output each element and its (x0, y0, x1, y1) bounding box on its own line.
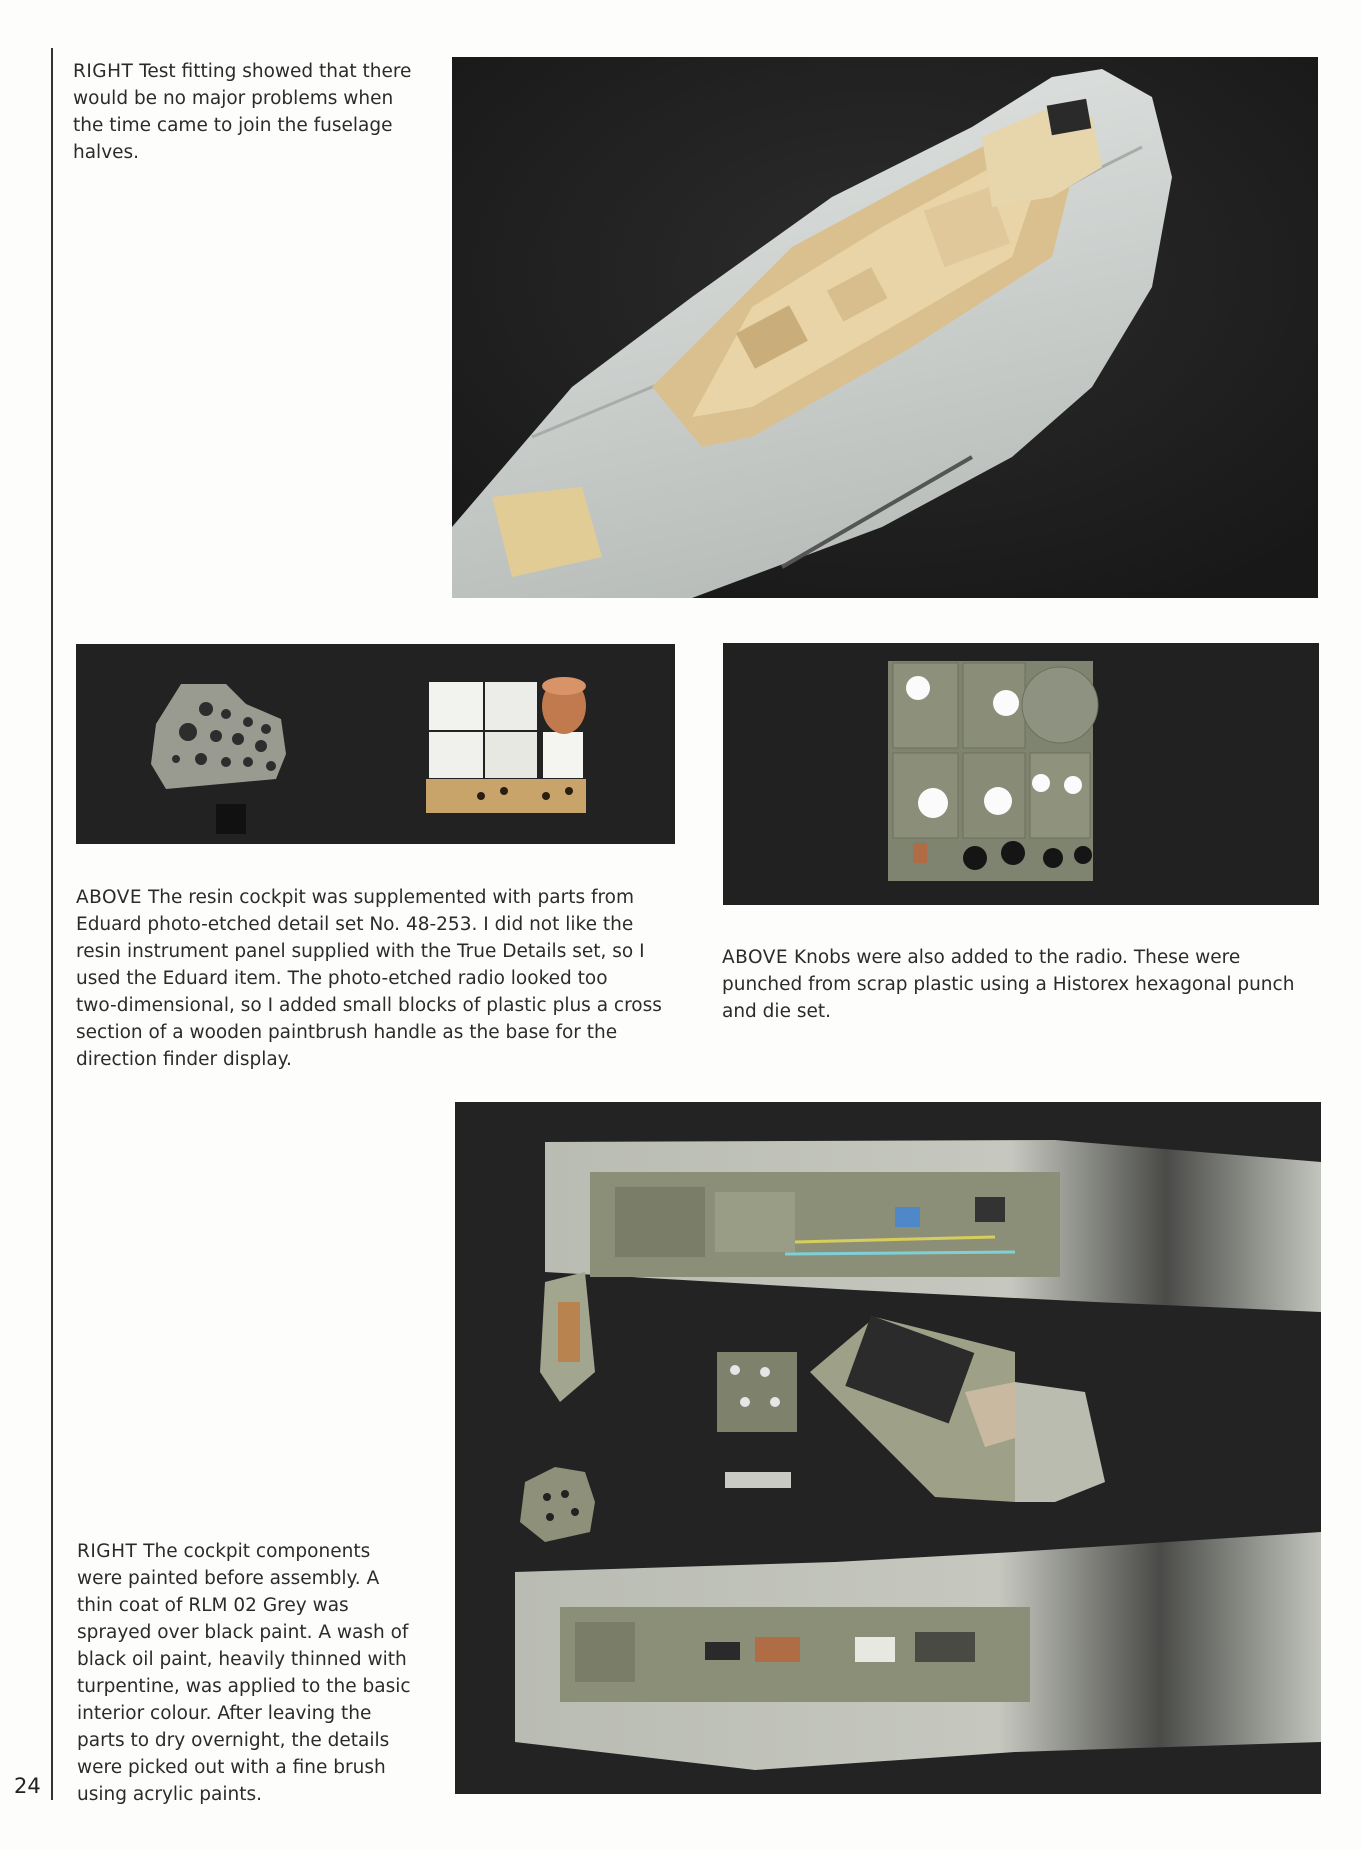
photo-fuselage-test-fit (452, 57, 1318, 598)
margin-rule (51, 48, 53, 1800)
caption-test-fitting: RIGHT Test fitting showed that there would be no major problems when the time came to join the fuselage halves. (73, 61, 412, 163)
caption-resin-cockpit: ABOVE The resin cockpit was supplemented with parts from Eduard photo-etched detail set No. 48-253. I did not like the resin instrument panel supplied with the True Details set, so I used the Eduard item. The photo-etched radio looked too two-dimensional, so I added small blocks of plastic plus a cross section of a wooden paintbrush handle as the base for the direction finder display. (76, 887, 662, 1070)
photo-radio-knobs (723, 643, 1319, 905)
photo-painted-cockpit-components (455, 1102, 1321, 1794)
photo-photo-etched-parts (76, 644, 675, 844)
caption-painted-components: RIGHT The cockpit components were painted before assembly. A thin coat of RLM 02 Grey was sprayed over black paint. A wash of black oil paint, heavily thinned with turpentine, was applied to the basic interior colour. After leaving the parts to dry overnight, the details were picked out with a fine brush using acrylic paints. (77, 1541, 411, 1805)
caption-radio-knobs: ABOVE Knobs were also added to the radio. These were punched from scrap plastic using a Historex hexagonal punch and die set. (722, 947, 1295, 1022)
page-number: 24 (14, 1774, 41, 1798)
